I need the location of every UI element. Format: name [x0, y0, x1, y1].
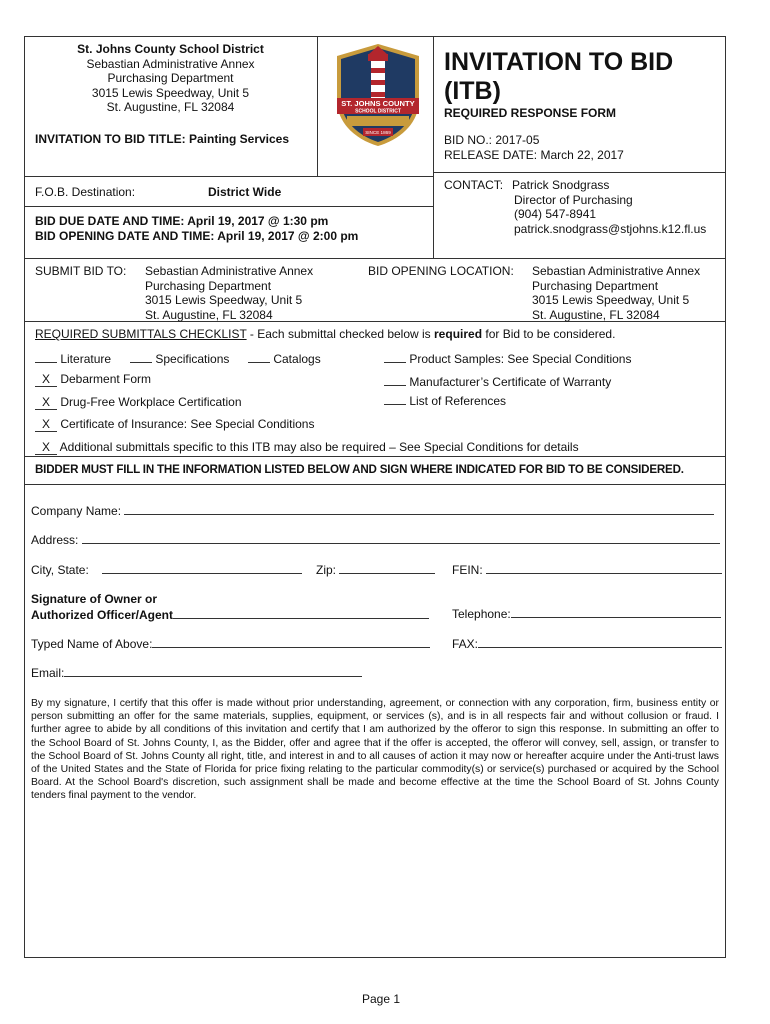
checklist-item-references[interactable] [384, 391, 506, 409]
checklist-heading-end: for Bid to be considered. [482, 327, 616, 341]
doc-subtitle: REQUIRED RESPONSE FORM [444, 106, 617, 120]
district-name: St. Johns County School District [77, 42, 264, 56]
submit-label: SUBMIT BID TO: [35, 264, 127, 278]
opening-line: Purchasing Department [532, 278, 659, 293]
telephone-label: Telephone: [452, 607, 511, 621]
contact-label: CONTACT: [444, 178, 504, 192]
divider [24, 206, 433, 207]
signature-field [31, 592, 429, 622]
divider [24, 484, 726, 485]
doc-title-line2: (ITB) [444, 77, 501, 105]
checklist-label: Catalogs [273, 352, 321, 366]
checkbox[interactable] [384, 391, 406, 405]
submit-line: Purchasing Department [145, 278, 272, 293]
checklist-heading [35, 327, 615, 342]
typed-name-field [31, 636, 430, 652]
release-date: RELEASE DATE: March 22, 2017 [444, 148, 624, 162]
checklist-item-additional[interactable] [35, 440, 579, 455]
submit-line: 3015 Lewis Speedway, Unit 5 [145, 293, 303, 307]
typed-name-label: Typed Name of Above: [31, 637, 153, 651]
divider [24, 176, 433, 177]
address-field [31, 532, 720, 548]
submit-address [145, 264, 313, 322]
logo-text: SCHOOL DISTRICT [355, 108, 401, 115]
signature-input[interactable] [173, 607, 429, 619]
district-logo [333, 42, 423, 148]
fein-field [452, 562, 722, 578]
contact-info [512, 178, 706, 236]
signature-label-2: Authorized Officer/Agent [31, 607, 174, 622]
checklist-label: Drug-Free Workplace Certification [60, 395, 242, 409]
contact-line: Patrick Snodgrass [512, 178, 610, 192]
page-number: Page 1 [362, 992, 401, 1006]
address-input[interactable] [82, 532, 720, 544]
fein-input[interactable] [486, 562, 722, 574]
company-field [31, 503, 714, 519]
checkbox-checked[interactable]: X [35, 441, 57, 455]
checklist-label: Manufacturer’s Certificate of Warranty [409, 375, 612, 389]
zip-input[interactable] [339, 562, 435, 574]
bidder-instructions: BIDDER MUST FILL IN THE INFORMATION LISTED BELOW AND SIGN WHERE INDICATED FOR BID TO BE CONSIDERED. [35, 463, 684, 476]
checkbox[interactable] [384, 349, 406, 363]
opening-line: Sebastian Administrative Annex [532, 264, 701, 278]
zip-field [316, 562, 435, 578]
fein-label: FEIN: [452, 563, 483, 577]
checklist-heading-text: - Each submittal checked below is [246, 327, 435, 341]
checklist-item-drug-free[interactable] [35, 395, 242, 410]
telephone-field [452, 606, 721, 622]
checklist-item-specifications[interactable] [130, 349, 229, 367]
itb-title: INVITATION TO BID TITLE: Painting Services [35, 132, 290, 146]
form-frame [24, 36, 726, 958]
divider [433, 172, 726, 173]
checkbox-checked[interactable]: X [35, 418, 57, 432]
submit-line: St. Augustine, FL 32084 [145, 307, 273, 322]
address-line: Sebastian Administrative Annex [86, 56, 255, 71]
certification-paragraph: By my signature, I certify that this offer is made without prior understanding, agreement, or connection with any corporation, firm, business entity or person submitting an offer for the same materials, supplies, equipment, or services (s), and is in all respects fair and without collusion or fraud. I further agree to abide by all conditions of this invitation and certify that I am authorized by the offeror to sign this response. In submitting an offer to the School Board of St. Johns County, I, as the Bidder, offer and agree that if the offer is accepted, the offeror will convey, sell, assign, or transfer to the School Board of St. Johns County all right, title, and interest in and to all causes of action it may now or hereafter acquire under the Anti-trust laws of the United States and the State of Florida for price fixing relating to the particular commodity(s) or service(s) purchased or acquired by the School Board. At the School Board's discretion, such assignment shall be made and become effective at the time the School Board of St. Johns County tenders final payment to the vendor. [31, 698, 719, 802]
signature-label: Signature of Owner or [31, 592, 158, 606]
checkbox-checked[interactable]: X [35, 396, 57, 410]
address-label: Address: [31, 533, 79, 547]
zip-label: Zip: [316, 563, 337, 577]
checkbox[interactable] [35, 349, 57, 363]
checklist-label: Literature [60, 352, 112, 366]
typed-name-input[interactable] [152, 636, 430, 648]
bid-opening-date: BID OPENING DATE AND TIME: April 19, 2017 @ 2:00 pm [35, 229, 359, 243]
checklist-item-catalogs[interactable] [248, 349, 321, 367]
company-label: Company Name: [31, 504, 122, 518]
checkbox[interactable] [248, 349, 270, 363]
divider [433, 36, 434, 258]
logo-text: SINCE 1869 [365, 130, 391, 135]
submit-line: Sebastian Administrative Annex [145, 264, 314, 278]
checklist-label: Additional submittals specific to this ITB may also be required – See Special Conditions for details [59, 440, 579, 454]
checklist-heading-required: required [434, 327, 483, 341]
district-address-block [24, 42, 317, 115]
checklist-item-manufacturer[interactable] [384, 372, 611, 390]
district-seal-icon [333, 42, 423, 148]
checklist-heading-title: REQUIRED SUBMITTALS CHECKLIST [35, 327, 247, 341]
checklist-item-debarment[interactable] [35, 372, 151, 387]
city-state-label: City, State: [31, 563, 89, 577]
checklist-item-insurance[interactable] [35, 417, 314, 432]
doc-title-line1: INVITATION TO BID [444, 48, 674, 76]
fob-value: District Wide [208, 185, 282, 199]
checklist-label: List of References [409, 394, 507, 408]
opening-location-address [532, 264, 700, 322]
checkbox[interactable] [130, 349, 152, 363]
fob-label: F.O.B. Destination: [35, 185, 136, 199]
bid-no: BID NO.: 2017-05 [444, 133, 540, 147]
opening-location-label: BID OPENING LOCATION: [368, 264, 514, 278]
divider [24, 258, 726, 259]
address-line: Purchasing Department [107, 71, 234, 85]
opening-line: 3015 Lewis Speedway, Unit 5 [532, 293, 690, 307]
fax-input[interactable] [478, 636, 722, 648]
divider [317, 36, 318, 176]
bid-due-date: BID DUE DATE AND TIME: April 19, 2017 @ 1:30 pm [35, 214, 329, 228]
city-state-input[interactable] [102, 562, 302, 574]
logo-text: ST. JOHNS COUNTY [341, 99, 415, 108]
address-line: St. Augustine, FL 32084 [106, 100, 235, 114]
telephone-input[interactable] [511, 606, 721, 618]
email-field [31, 665, 362, 681]
checklist-label: Product Samples: See Special Conditions [409, 352, 632, 366]
contact-line: Director of Purchasing [514, 192, 633, 207]
contact-line: (904) 547-8941 [514, 207, 597, 221]
city-state-field [31, 562, 302, 578]
fax-field [452, 636, 722, 652]
address-line: 3015 Lewis Speedway, Unit 5 [91, 85, 250, 100]
fax-label: FAX: [452, 637, 479, 651]
opening-line: St. Augustine, FL 32084 [532, 307, 660, 322]
divider [24, 456, 726, 457]
checklist-label: Specifications [155, 352, 230, 366]
checklist-label: Debarment Form [60, 372, 152, 386]
checklist-item-literature[interactable] [35, 349, 111, 367]
company-input[interactable] [124, 503, 714, 515]
doc-title [444, 48, 673, 106]
checklist-item-product-samples[interactable] [384, 349, 631, 367]
email-label: Email: [31, 666, 65, 680]
email-input[interactable] [64, 665, 362, 677]
checklist-label: Certificate of Insurance: See Special Conditions [60, 417, 315, 431]
contact-email[interactable]: patrick.snodgrass@stjohns.k12.fl.us [514, 221, 707, 236]
checkbox-checked[interactable]: X [35, 373, 57, 387]
checkbox[interactable] [384, 372, 406, 386]
